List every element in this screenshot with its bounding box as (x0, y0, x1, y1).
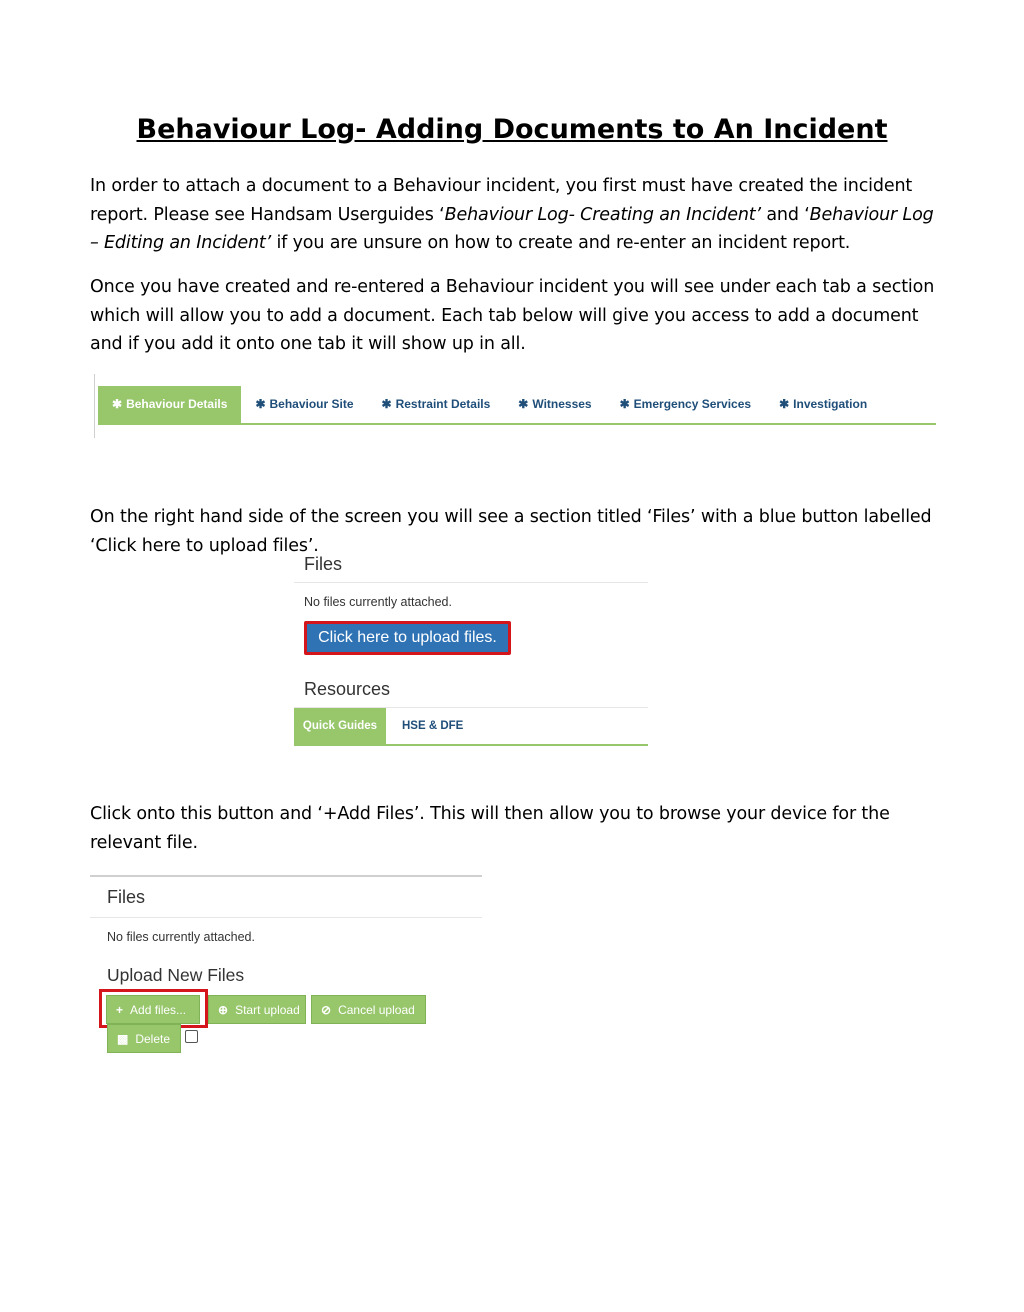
tab-witnesses[interactable] (504, 386, 605, 423)
divider (90, 875, 482, 877)
tab-label: Investigation (793, 397, 868, 411)
highlight-box (99, 989, 208, 1028)
select-all-checkbox[interactable] (185, 1030, 198, 1043)
trash-icon: ▩ (117, 1032, 129, 1046)
start-upload-button[interactable] (208, 995, 306, 1024)
upload-panel-screenshot (90, 874, 484, 1059)
tab-label: Emergency Services (633, 397, 752, 411)
delete-label: Delete (135, 1032, 171, 1046)
intro-text-1: In order to attach a document to a Behaviour incident, you first must have created the incident report. Please see Handsam Userguides ‘ (90, 176, 913, 225)
upload-new-files-heading: Upload New Files (107, 965, 245, 985)
asterisk-icon: ✱ (255, 397, 266, 411)
intro-paragraph (90, 172, 938, 258)
tab-quick-guides[interactable]: Quick Guides (294, 708, 386, 744)
no-files-text: No files currently attached. (107, 930, 255, 944)
files-section-paragraph: On the right hand side of the screen you will see a section titled ‘Files’ with a blue button labelled ‘Click here to upload files’. (90, 507, 932, 556)
divider (294, 582, 648, 583)
upload-files-button[interactable]: Click here to upload files. (304, 621, 511, 655)
asterisk-icon: ✱ (619, 397, 630, 411)
asterisk-icon: ✱ (381, 397, 392, 411)
document-title: Behaviour Log- Adding Documents to An Incident (136, 114, 888, 145)
no-files-text: No files currently attached. (304, 595, 452, 609)
divider (90, 917, 482, 918)
tab-label: Behaviour Site (269, 397, 354, 411)
intro-guide-1: Behaviour Log- Creating an Incident’ (444, 204, 761, 225)
tab-behaviour-details[interactable] (98, 386, 241, 423)
intro-text-2: and ‘ (760, 204, 810, 225)
cancel-upload-label: Cancel upload (338, 1003, 415, 1017)
incident-tabs (98, 386, 881, 423)
plus-icon: + (116, 1003, 124, 1017)
tab-hse-dfe[interactable]: HSE & DFE (402, 720, 464, 732)
asterisk-icon: ✱ (518, 397, 529, 411)
tabs-underline (98, 423, 936, 425)
cancel-upload-button[interactable] (311, 995, 426, 1024)
resource-tabs-underline (294, 744, 648, 746)
tab-investigation[interactable] (765, 386, 881, 423)
resource-tabs (294, 708, 648, 746)
files-heading: Files (107, 887, 146, 907)
files-heading: Files (304, 554, 343, 574)
tab-label: Restraint Details (395, 397, 491, 411)
tab-label: Behaviour Details (126, 397, 228, 411)
intro-guide-2: Behaviour Log – Editing an Incident’ (90, 204, 934, 253)
incident-tabs-screenshot (90, 374, 936, 438)
tab-behaviour-site[interactable] (241, 386, 367, 423)
add-files-paragraph: Click onto this button and ‘+Add Files’. This will then allow you to browse your device for the relevant file. (90, 804, 890, 853)
tab-label: Witnesses (532, 397, 592, 411)
cancel-icon: ⊘ (321, 1003, 332, 1017)
files-panel-screenshot (294, 548, 649, 748)
upload-circle-icon: ⊕ (218, 1003, 229, 1017)
asterisk-icon: ✱ (112, 397, 123, 411)
tabs-paragraph: Once you have created and re-entered a Behaviour incident you will see under each tab a section which will allow you to add a document. Each tab below will give you access to add a document and if you add it onto one tab it will show up in all. (90, 277, 935, 354)
add-files-label: Add files... (130, 1003, 187, 1017)
resources-heading: Resources (304, 679, 391, 699)
tab-emergency-services[interactable] (606, 386, 765, 423)
tab-restraint-details[interactable] (368, 386, 505, 423)
start-upload-label: Start upload (235, 1003, 300, 1017)
delete-button[interactable] (107, 1024, 181, 1053)
asterisk-icon: ✱ (779, 397, 790, 411)
intro-text-3: if you are unsure on how to create and re-enter an incident report. (271, 233, 851, 253)
